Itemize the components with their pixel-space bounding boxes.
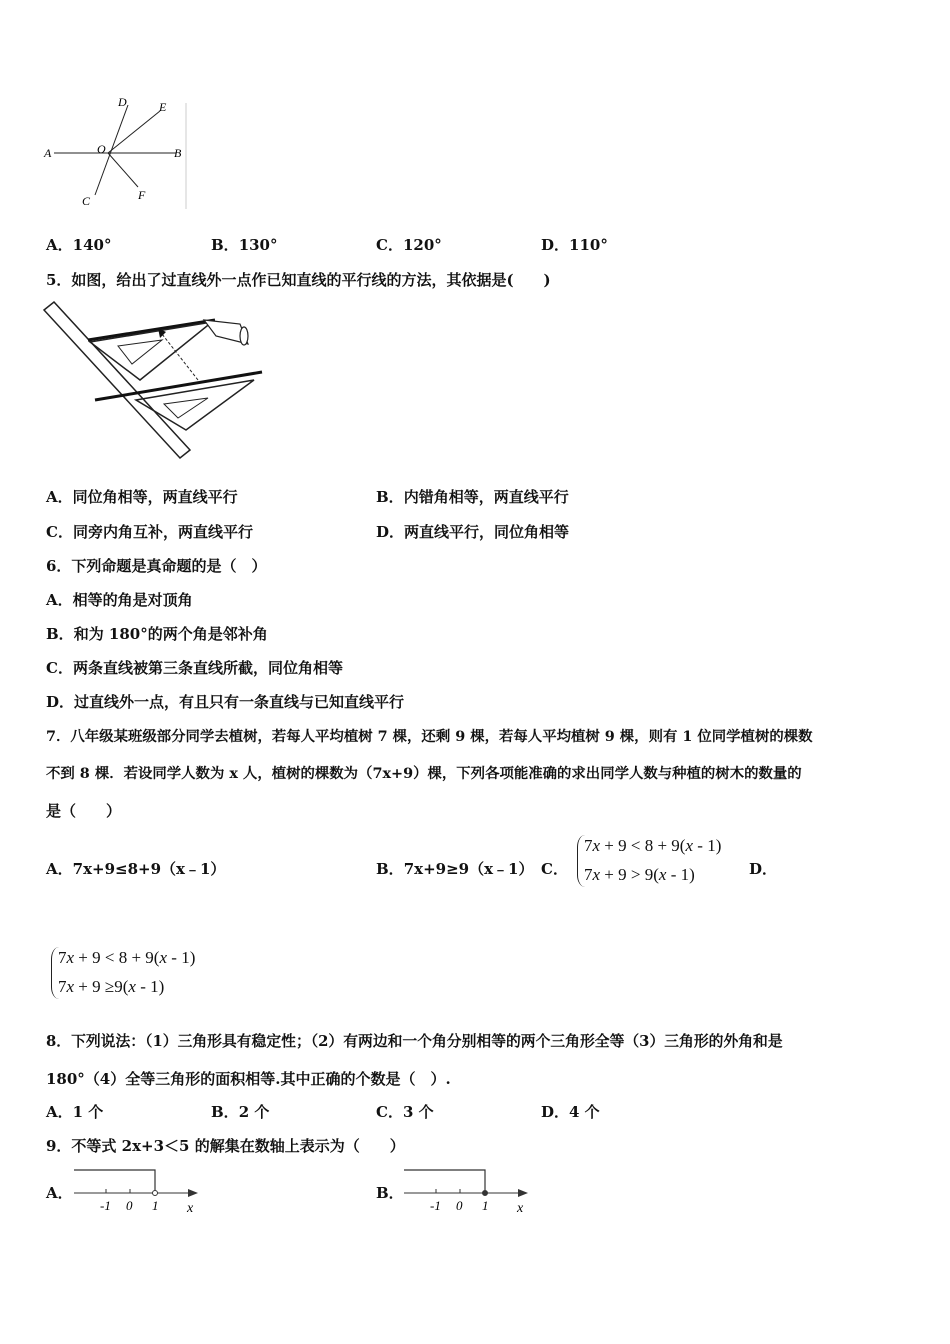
q7-stem-line3: 是（ ） <box>46 802 122 820</box>
closed-point <box>483 1191 488 1196</box>
option-label: C． <box>46 523 73 541</box>
q9-option-b-number-line[interactable] <box>402 1165 542 1215</box>
q8-option-a[interactable] <box>46 1102 103 1122</box>
label-e: E <box>159 100 167 114</box>
tick-label: -1 <box>100 1198 111 1213</box>
axis-arrow <box>518 1189 528 1197</box>
label-c: C <box>82 194 91 208</box>
tick-label: 0 <box>456 1198 463 1213</box>
option-label: C． <box>376 236 403 254</box>
option-label: A． <box>46 860 73 878</box>
option-text: 110° <box>569 236 608 254</box>
label-o: O <box>97 142 106 156</box>
ruler-inner-edge <box>54 302 190 450</box>
q8-option-d[interactable] <box>541 1102 600 1122</box>
option-text: 1 个 <box>72 1103 104 1121</box>
option-text: 内错角相等，两直线平行 <box>403 488 569 506</box>
ruler <box>44 302 190 458</box>
option-label: A． <box>46 488 73 506</box>
option-label: B． <box>376 488 404 506</box>
axis-arrow <box>188 1189 198 1197</box>
option-label: B． <box>211 1103 239 1121</box>
set-square-top-inner <box>118 340 162 364</box>
option-text: 120° <box>402 236 442 254</box>
tick-label: -1 <box>430 1198 441 1213</box>
q7-option-a[interactable] <box>46 859 225 879</box>
q4-angle-figure <box>40 95 190 210</box>
option-label: A． <box>46 591 73 609</box>
q7-option-d-label[interactable]: D． <box>749 860 778 878</box>
q8-option-b[interactable] <box>211 1102 269 1122</box>
option-label: D． <box>46 693 75 711</box>
q5-option-d[interactable] <box>376 522 569 542</box>
q7-option-d-system[interactable] <box>50 943 220 1003</box>
option-label: C． <box>46 659 73 677</box>
q5-option-a[interactable] <box>46 487 238 507</box>
inequality-line-1: 7x + 9 < 8 + 9(x - 1) <box>584 836 722 855</box>
axis-variable: x <box>187 1201 194 1216</box>
q7-stem-line1: 7．八年级某班级部分同学去植树，若每人平均植树 7 棵，还剩 9 棵，若每人平均植树 9 棵，则有 1 位同学植树的棵数 <box>46 728 813 745</box>
q9-stem: 9．不等式 2x+3＜5 的解集在数轴上表示为（ ） <box>46 1137 405 1155</box>
q7-option-c-label[interactable]: C． <box>541 860 568 878</box>
ray-of <box>108 153 138 187</box>
q4-option-d[interactable] <box>541 235 608 255</box>
q6-stem: 6．下列命题是真命题的是（ ） <box>46 557 267 575</box>
q6-option-b[interactable] <box>46 624 268 644</box>
pencil-end <box>240 327 248 345</box>
label-f: F <box>138 188 146 202</box>
option-text: 两直线平行，同位角相等 <box>404 523 570 541</box>
q5-set-square-figure <box>40 300 270 460</box>
q9-option-b-label[interactable]: B． <box>376 1184 404 1202</box>
inequality-line-1: 7x + 9 < 8 + 9(x - 1) <box>58 948 196 967</box>
option-text: 过直线外一点，有且只有一条直线与已知直线平行 <box>74 693 405 711</box>
inequality-line-2: 7x + 9 ≥9(x - 1) <box>58 977 165 996</box>
inequality-line-2: 7x + 9 > 9(x - 1) <box>584 865 695 884</box>
option-text: 130° <box>238 236 278 254</box>
option-text: 7x+9≤8+9（x﹣1） <box>72 860 226 878</box>
option-text: 同位角相等，两直线平行 <box>72 488 238 506</box>
option-label: D． <box>541 1103 570 1121</box>
q6-option-d[interactable] <box>46 692 404 712</box>
option-text: 和为 180°的两个角是邻补角 <box>73 625 268 643</box>
option-text: 3 个 <box>402 1103 434 1121</box>
label-d: D <box>118 95 127 109</box>
option-label: B． <box>376 860 404 878</box>
option-label: D． <box>541 236 570 254</box>
q5-stem: 5．如图，给出了过直线外一点作已知直线的平行线的方法，其依据是( ) <box>46 271 551 289</box>
option-label: D． <box>376 523 405 541</box>
q9-option-a-label[interactable]: A． <box>46 1184 73 1202</box>
set-square-bottom-inner <box>164 398 208 418</box>
tick-label: 1 <box>482 1198 489 1213</box>
q7-stem-line2: 不到 8 棵．若设同学人数为 x 人，植树的棵数为（7x+9）棵，下列各项能准确的求出同学人数与种植的树木的数量的 <box>46 765 802 782</box>
option-text: 2 个 <box>238 1103 270 1121</box>
option-text: 两条直线被第三条直线所截，同位角相等 <box>72 659 343 677</box>
option-label: A． <box>46 1103 73 1121</box>
q8-stem-line2: 180°（4）全等三角形的面积相等.其中正确的个数是（ ）. <box>46 1070 451 1088</box>
tick-label: 1 <box>152 1198 159 1213</box>
solution-ray <box>74 1170 155 1190</box>
option-text: 140° <box>72 236 112 254</box>
option-label: B． <box>46 625 74 643</box>
q8-option-c[interactable] <box>376 1102 434 1122</box>
q6-option-a[interactable] <box>46 590 193 610</box>
axis-variable: x <box>517 1201 524 1216</box>
option-text: 7x+9≥9（x﹣1） <box>403 860 534 878</box>
q5-option-b[interactable] <box>376 487 569 507</box>
solution-ray <box>404 1170 485 1190</box>
label-a: A <box>44 146 52 160</box>
option-label: C． <box>376 1103 403 1121</box>
open-point <box>153 1191 158 1196</box>
q9-option-a-number-line[interactable] <box>72 1165 212 1215</box>
q5-option-c[interactable] <box>46 522 253 542</box>
label-b: B <box>174 146 182 160</box>
tick-label: 0 <box>126 1198 133 1213</box>
q6-option-c[interactable] <box>46 658 343 678</box>
q4-option-a[interactable] <box>46 235 111 255</box>
option-label: B． <box>211 236 239 254</box>
q4-option-c[interactable] <box>376 235 442 255</box>
q7-option-b[interactable] <box>376 859 533 879</box>
option-label: A． <box>46 236 73 254</box>
q8-stem-line1: 8．下列说法：（1）三角形具有稳定性；（2）有两边和一个角分别相等的两个三角形全等（3）三角形的外角和是 <box>46 1033 783 1050</box>
ray-oe <box>108 111 160 153</box>
option-text: 相等的角是对顶角 <box>72 591 193 609</box>
q4-option-b[interactable] <box>211 235 278 255</box>
option-text: 4 个 <box>569 1103 600 1121</box>
drawn-parallel-line <box>88 320 215 340</box>
q7-option-c-system[interactable] <box>576 831 746 891</box>
option-text: 同旁内角互补，两直线平行 <box>72 523 253 541</box>
